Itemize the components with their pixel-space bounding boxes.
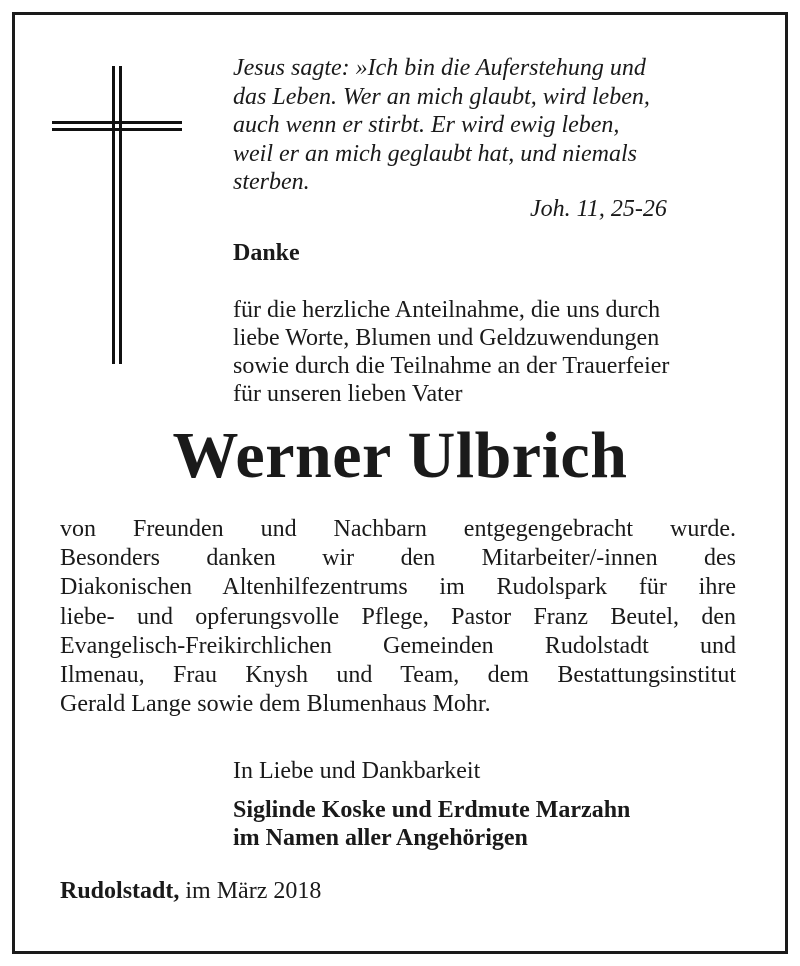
body-line: Evangelisch-Freikirchlichen Gemeinden Rudolstadt und xyxy=(60,632,736,659)
quote-line: auch wenn er stirbt. Er wird ewig leben, xyxy=(233,112,620,138)
closing-phrase: In Liebe und Dankbarkeit xyxy=(233,758,481,784)
body-line: Ilmenau, Frau Knysh und Team, dem Bestattungsinstitut xyxy=(60,662,736,689)
body-line: Besonders danken wir den Mitarbeiter/-innen des xyxy=(60,545,736,572)
quote-line: weil er an mich geglaubt hat, und niemals xyxy=(233,140,637,167)
quote-line: das Leben. Wer an mich glaubt, wird leben, xyxy=(233,83,650,110)
thanks-line: für die herzliche Anteilnahme, die uns durch xyxy=(233,297,661,323)
quote-line: sterben. xyxy=(233,169,310,195)
place-date xyxy=(60,878,321,905)
bible-quote xyxy=(233,54,733,197)
deceased-name: Werner Ulbrich xyxy=(172,419,628,492)
signer-line: Siglinde Koske und Erdmute Marzahn xyxy=(233,797,631,823)
body-line: liebe- und opferungsvolle Pflege, Pastor Franz Beutel, den xyxy=(60,603,736,630)
cross-icon xyxy=(52,66,182,364)
thanks-line: für unseren lieben Vater xyxy=(233,381,463,407)
thanks-text xyxy=(233,296,743,408)
place: Rudolstadt, xyxy=(60,878,180,904)
body-line: von Freunden und Nachbarn entgegengebracht wurde. xyxy=(60,516,736,542)
thanks-heading: Danke xyxy=(233,240,300,266)
quote-line: Jesus sagte: »Ich bin die Auferstehung und xyxy=(233,55,646,81)
signer-line: im Namen aller Angehörigen xyxy=(233,825,528,851)
thanks-line: liebe Worte, Blumen und Geldzuwendungen xyxy=(233,325,660,351)
body-line: Gerald Lange sowie dem Blumenhaus Mohr. xyxy=(60,691,491,718)
thanks-line: sowie durch die Teilnahme an der Trauerfeier xyxy=(233,353,670,379)
date: im März 2018 xyxy=(185,878,322,904)
signers xyxy=(233,796,630,852)
quote-reference: Joh. 11, 25-26 xyxy=(530,196,667,222)
body-line: Diakonischen Altenhilfezentrums im Rudolspark für ihre xyxy=(60,574,736,601)
acknowledgement-text xyxy=(60,515,736,719)
